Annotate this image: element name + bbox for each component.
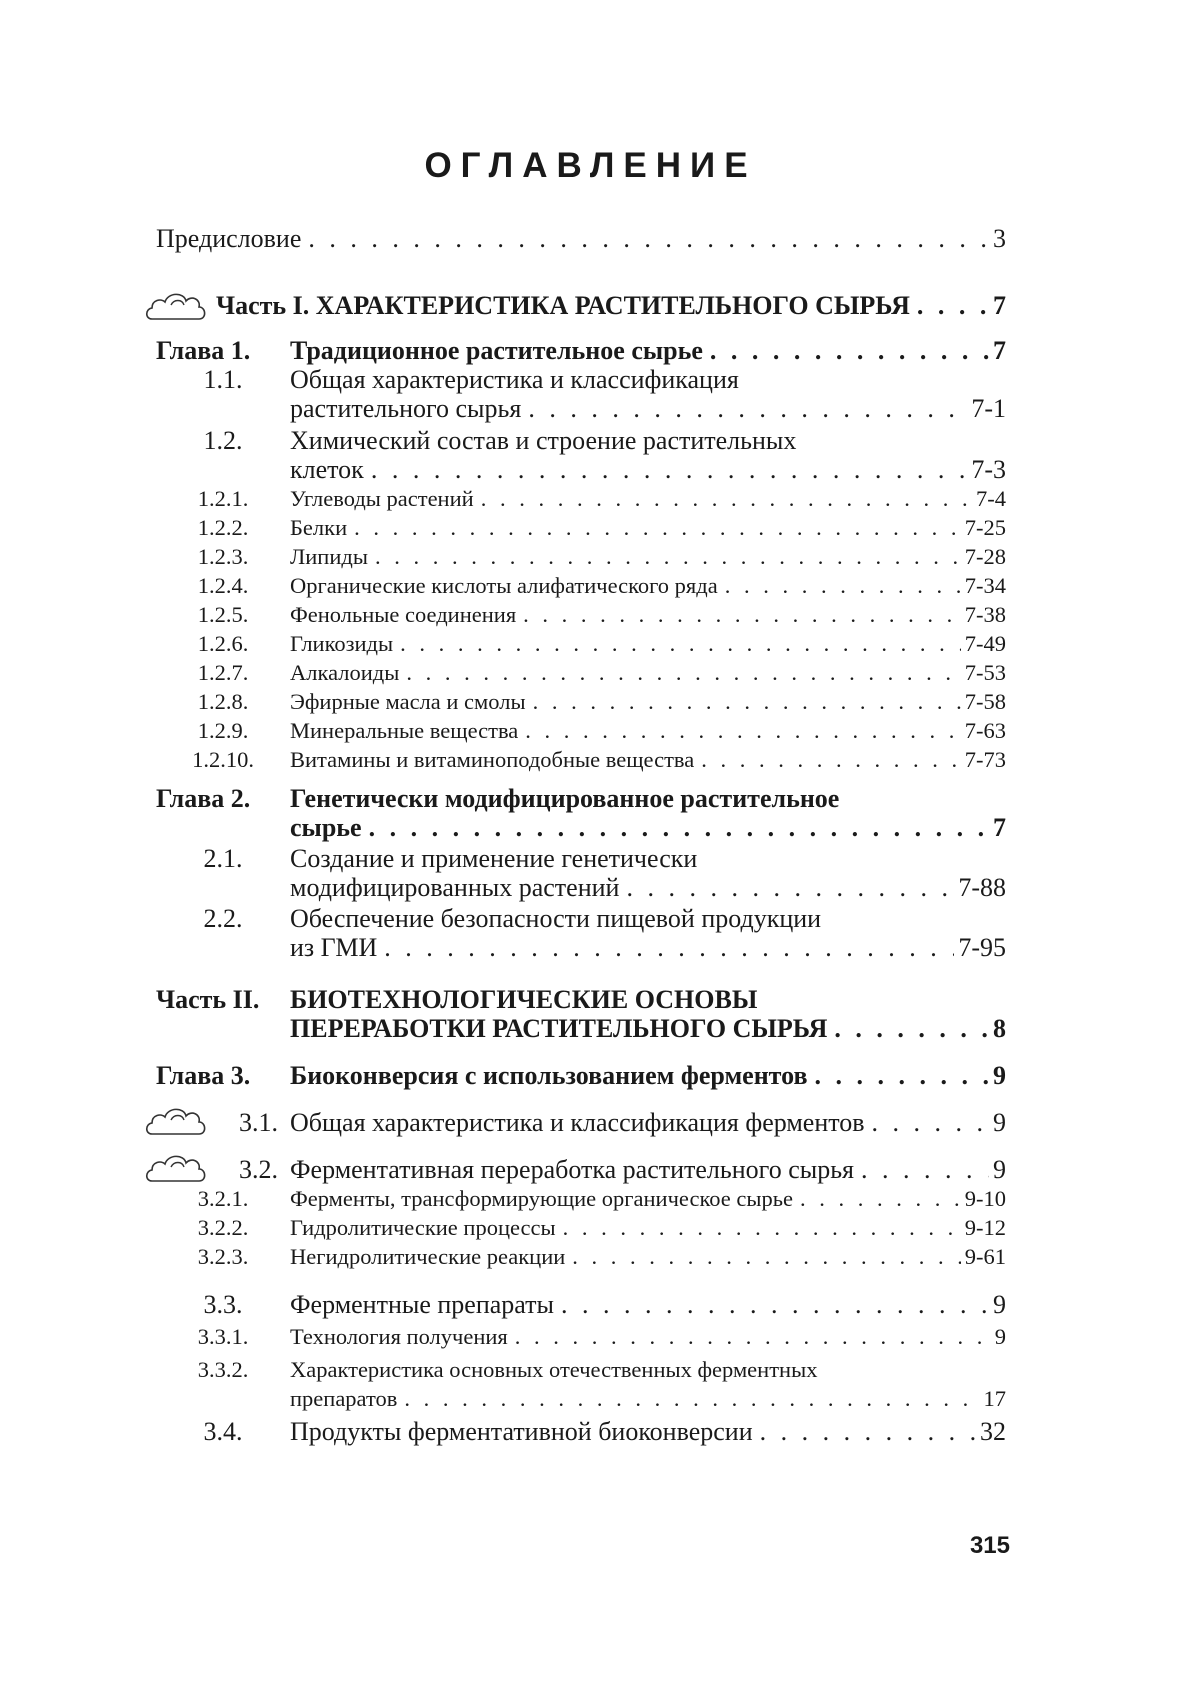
toc-entry-page: 7-28 [964,544,1006,569]
toc-entry-number: 3.3.2. [197,1357,249,1382]
toc-entry[interactable] [156,716,1006,744]
toc-entry-text: Часть I. ХАРАКТЕРИСТИКА РАСТИТЕЛЬНОГО СЫРЬЯ [216,291,910,320]
toc-entry-page: 7-58 [964,689,1006,714]
toc-entry-text: Ферментные препараты [290,1290,554,1319]
toc-entry-text: Минеральные вещества [290,718,519,743]
toc-entry-number: 1.2.10. [192,747,254,772]
dot-leader [831,1014,989,1044]
toc-entry-chapter-2[interactable] [156,782,1006,814]
toc-entry-page: 7-95 [958,933,1006,962]
toc-entry-text: Общая характеристика и классификация [290,365,739,394]
toc-entry-number: 1.2.8. [197,689,249,714]
toc-entry[interactable] [156,600,1006,628]
toc-entry-number: 2.1. [203,844,243,873]
page-number: 315 [969,1532,1010,1559]
toc-entry[interactable] [156,542,1006,570]
dot-leader [512,1323,991,1350]
page-title: ОГЛАВЛЕНИЕ [424,146,757,185]
toc-entry-text: Ферменты, трансформирующие органическое сырье [290,1186,793,1211]
toc-entry-page: 7-1 [971,394,1006,423]
dot-leader [812,1061,990,1091]
toc-entry-text: БИОТЕХНОЛОГИЧЕСКИЕ ОСНОВЫ [290,985,758,1014]
toc-entry-number: 3.1. [239,1108,278,1137]
toc-entry-text: Продукты ферментативной биоконверсии [290,1417,753,1446]
dot-leader [623,873,954,903]
toc-entry-number: 1.2.2. [197,515,249,540]
dot-leader [397,630,961,657]
toc-entry[interactable] [156,1288,1006,1320]
toc-entry-page: 8 [993,1014,1006,1043]
toc-entry[interactable] [156,902,1006,934]
toc-entry-page: 7-34 [964,573,1006,598]
toc-entry-text: Характеристика основных отечественных ферментных [290,1357,818,1382]
toc-entry-page: 9 [993,1108,1006,1137]
toc-entry-text: Липиды [290,544,368,569]
toc-entry-number: Часть II. [156,985,260,1014]
dot-leader [368,455,968,485]
toc-entry-number: 1.2.9. [197,718,249,743]
toc-entry-page: 7-4 [976,486,1006,511]
dot-leader [372,543,961,570]
toc-entry-page: 9 [993,1290,1006,1319]
toc-entry-number: 3.4. [203,1417,243,1446]
toc-entry-page: 9-10 [964,1186,1006,1211]
toc-entry[interactable] [156,1153,1006,1185]
cloud-icon [144,283,208,323]
toc-entry[interactable] [156,363,1006,395]
toc-entry[interactable] [156,392,1006,424]
toc-entry-text: Предисловие [156,224,302,253]
dot-leader [305,224,989,254]
dot-leader [698,746,961,773]
toc-entry-number: Глава 1. [156,336,251,365]
toc-entry[interactable] [156,1322,1006,1350]
toc-entry-text: Гликозиды [290,631,394,656]
toc-entry-number: 1.2.7. [197,660,249,685]
toc-entry-page: 3 [993,224,1006,253]
dot-leader [530,688,961,715]
toc-entry-page: 7 [993,291,1006,320]
toc-entry-number: Глава 2. [156,784,251,813]
toc-entry-number: 1.2. [203,426,243,455]
toc-entry-page: 7-49 [964,631,1006,656]
toc-entry[interactable] [156,1355,1006,1383]
toc-entry-text: Эфирные масла и смолы [290,689,526,714]
toc-entry-text: Алкалоиды [290,660,400,685]
dot-leader [522,717,960,744]
toc-entry-text: Фенольные соединения [290,602,517,627]
toc-entry-part-2[interactable] [156,983,1006,1015]
toc-entry-page: 7-73 [964,747,1006,772]
toc-entry[interactable] [156,658,1006,686]
toc-entry-chapter-2-cont[interactable] [156,811,1006,843]
dot-leader [914,291,989,321]
toc-entry-number: 1.2.3. [197,544,249,569]
toc-entry[interactable] [156,1242,1006,1270]
toc-entry-number: 3.2.1. [197,1186,249,1211]
toc-entry[interactable] [156,931,1006,963]
toc-entry-text: Белки [290,515,348,540]
toc-entry[interactable] [156,1415,1006,1447]
toc-entry[interactable] [156,1106,1006,1138]
toc-entry-part-2-cont[interactable] [156,1012,1006,1044]
toc-entry[interactable] [156,453,1006,485]
toc-entry-page: 7-3 [971,455,1006,484]
toc-entry-text: препаратов [290,1386,398,1411]
toc-entry-page: 7-63 [964,718,1006,743]
toc-entry[interactable] [156,745,1006,773]
toc-entry-number: 1.2.4. [197,573,249,598]
toc-entry[interactable] [156,484,1006,512]
toc-entry-number: 3.2.3. [197,1244,249,1269]
toc-entry-text: Негидролитические реакции [290,1244,566,1269]
toc-entry-text: Технология получения [290,1324,508,1349]
toc-entry[interactable] [156,1384,1006,1412]
dot-leader [366,813,989,843]
dot-leader [478,485,972,512]
toc-entry-text: растительного сырья [290,394,522,423]
toc-entry-part-1[interactable] [216,289,1006,321]
dot-leader [351,514,961,541]
toc-entry-page: 9 [993,1061,1006,1090]
toc-entry[interactable] [156,1213,1006,1241]
toc-entry[interactable] [156,222,1006,254]
toc-entry[interactable] [156,1184,1006,1212]
toc-entry-text: модифицированных растений [290,873,620,902]
dot-leader [797,1185,961,1212]
toc-entry-page: 9 [993,1155,1006,1184]
toc-entry-number: 3.2.2. [197,1215,249,1240]
toc-entry-text: Общая характеристика и классификация ферментов [290,1108,865,1137]
toc-entry-page: 17 [983,1386,1006,1411]
toc-entry-number: 3.3.1. [197,1324,249,1349]
dot-leader [757,1417,976,1447]
toc-entry-text: из ГМИ [290,933,378,962]
toc-entry-text: Гидролитические процессы [290,1215,556,1240]
toc-entry-page: 9 [994,1324,1006,1349]
toc-entry-number: 1.2.5. [197,602,249,627]
dot-leader [403,659,960,686]
dot-leader [558,1290,989,1320]
toc-entry-number: 1.2.6. [197,631,249,656]
dot-leader [858,1155,989,1185]
toc-entry-page: 32 [980,1417,1006,1446]
toc-entry-page: 7 [993,336,1006,365]
toc-entry-page: 7-38 [964,602,1006,627]
dot-leader [520,601,961,628]
toc-entry-text: Органические кислоты алифатического ряда [290,573,718,598]
toc-entry-page: 9-12 [964,1215,1006,1240]
toc-entry-number: 3.3. [203,1290,243,1319]
dot-leader [525,394,967,424]
dot-leader [869,1108,989,1138]
toc-entry-text: сырье [290,813,362,842]
toc-entry-text: Углеводы растений [290,486,474,511]
toc-entry[interactable] [156,629,1006,657]
toc-entry-page: 7-53 [964,660,1006,685]
toc-entry-text: Обеспечение безопасности пищевой продукции [290,904,822,933]
toc-entry-text: Традиционное растительное сырье [290,336,703,365]
toc-entry[interactable] [156,687,1006,715]
toc-entry[interactable] [156,842,1006,874]
dot-leader [707,336,989,366]
toc-entry[interactable] [156,871,1006,903]
dot-leader [569,1243,960,1270]
toc-entry-page: 7 [993,813,1006,842]
toc-entry-chapter-1[interactable] [156,334,1006,366]
toc-entry-text: ПЕРЕРАБОТКИ РАСТИТЕЛЬНОГО СЫРЬЯ [290,1014,828,1043]
toc-entry-text: Создание и применение генетически [290,844,698,873]
toc-entry-text: Генетически модифицированное растительное [290,784,840,813]
dot-leader [381,933,954,963]
toc-entry-number: Глава 3. [156,1061,251,1090]
toc-entry[interactable] [156,571,1006,599]
toc-entry-page: 7-88 [958,873,1006,902]
toc-entry-text: Биоконверсия с использованием ферментов [290,1061,808,1090]
toc-entry-number: 3.2. [239,1155,278,1184]
toc-entry-number: 1.1. [203,365,243,394]
dot-leader [401,1385,979,1412]
toc-entry-page: 7-25 [964,515,1006,540]
toc-entry-text: Химический состав и строение растительных [290,426,797,455]
toc-entry-text: Витамины и витаминоподобные вещества [290,747,695,772]
toc-entry[interactable] [156,424,1006,456]
dot-leader [722,572,961,599]
toc-entry-page: 9-61 [964,1244,1006,1269]
toc-entry-chapter-3[interactable] [156,1059,1006,1091]
dot-leader [560,1214,961,1241]
toc-entry-number: 1.2.1. [197,486,249,511]
toc-entry-text: Ферментативная переработка растительного сырья [290,1155,855,1184]
toc-entry[interactable] [156,513,1006,541]
toc-entry-text: клеток [290,455,364,484]
toc-entry-number: 2.2. [203,904,243,933]
